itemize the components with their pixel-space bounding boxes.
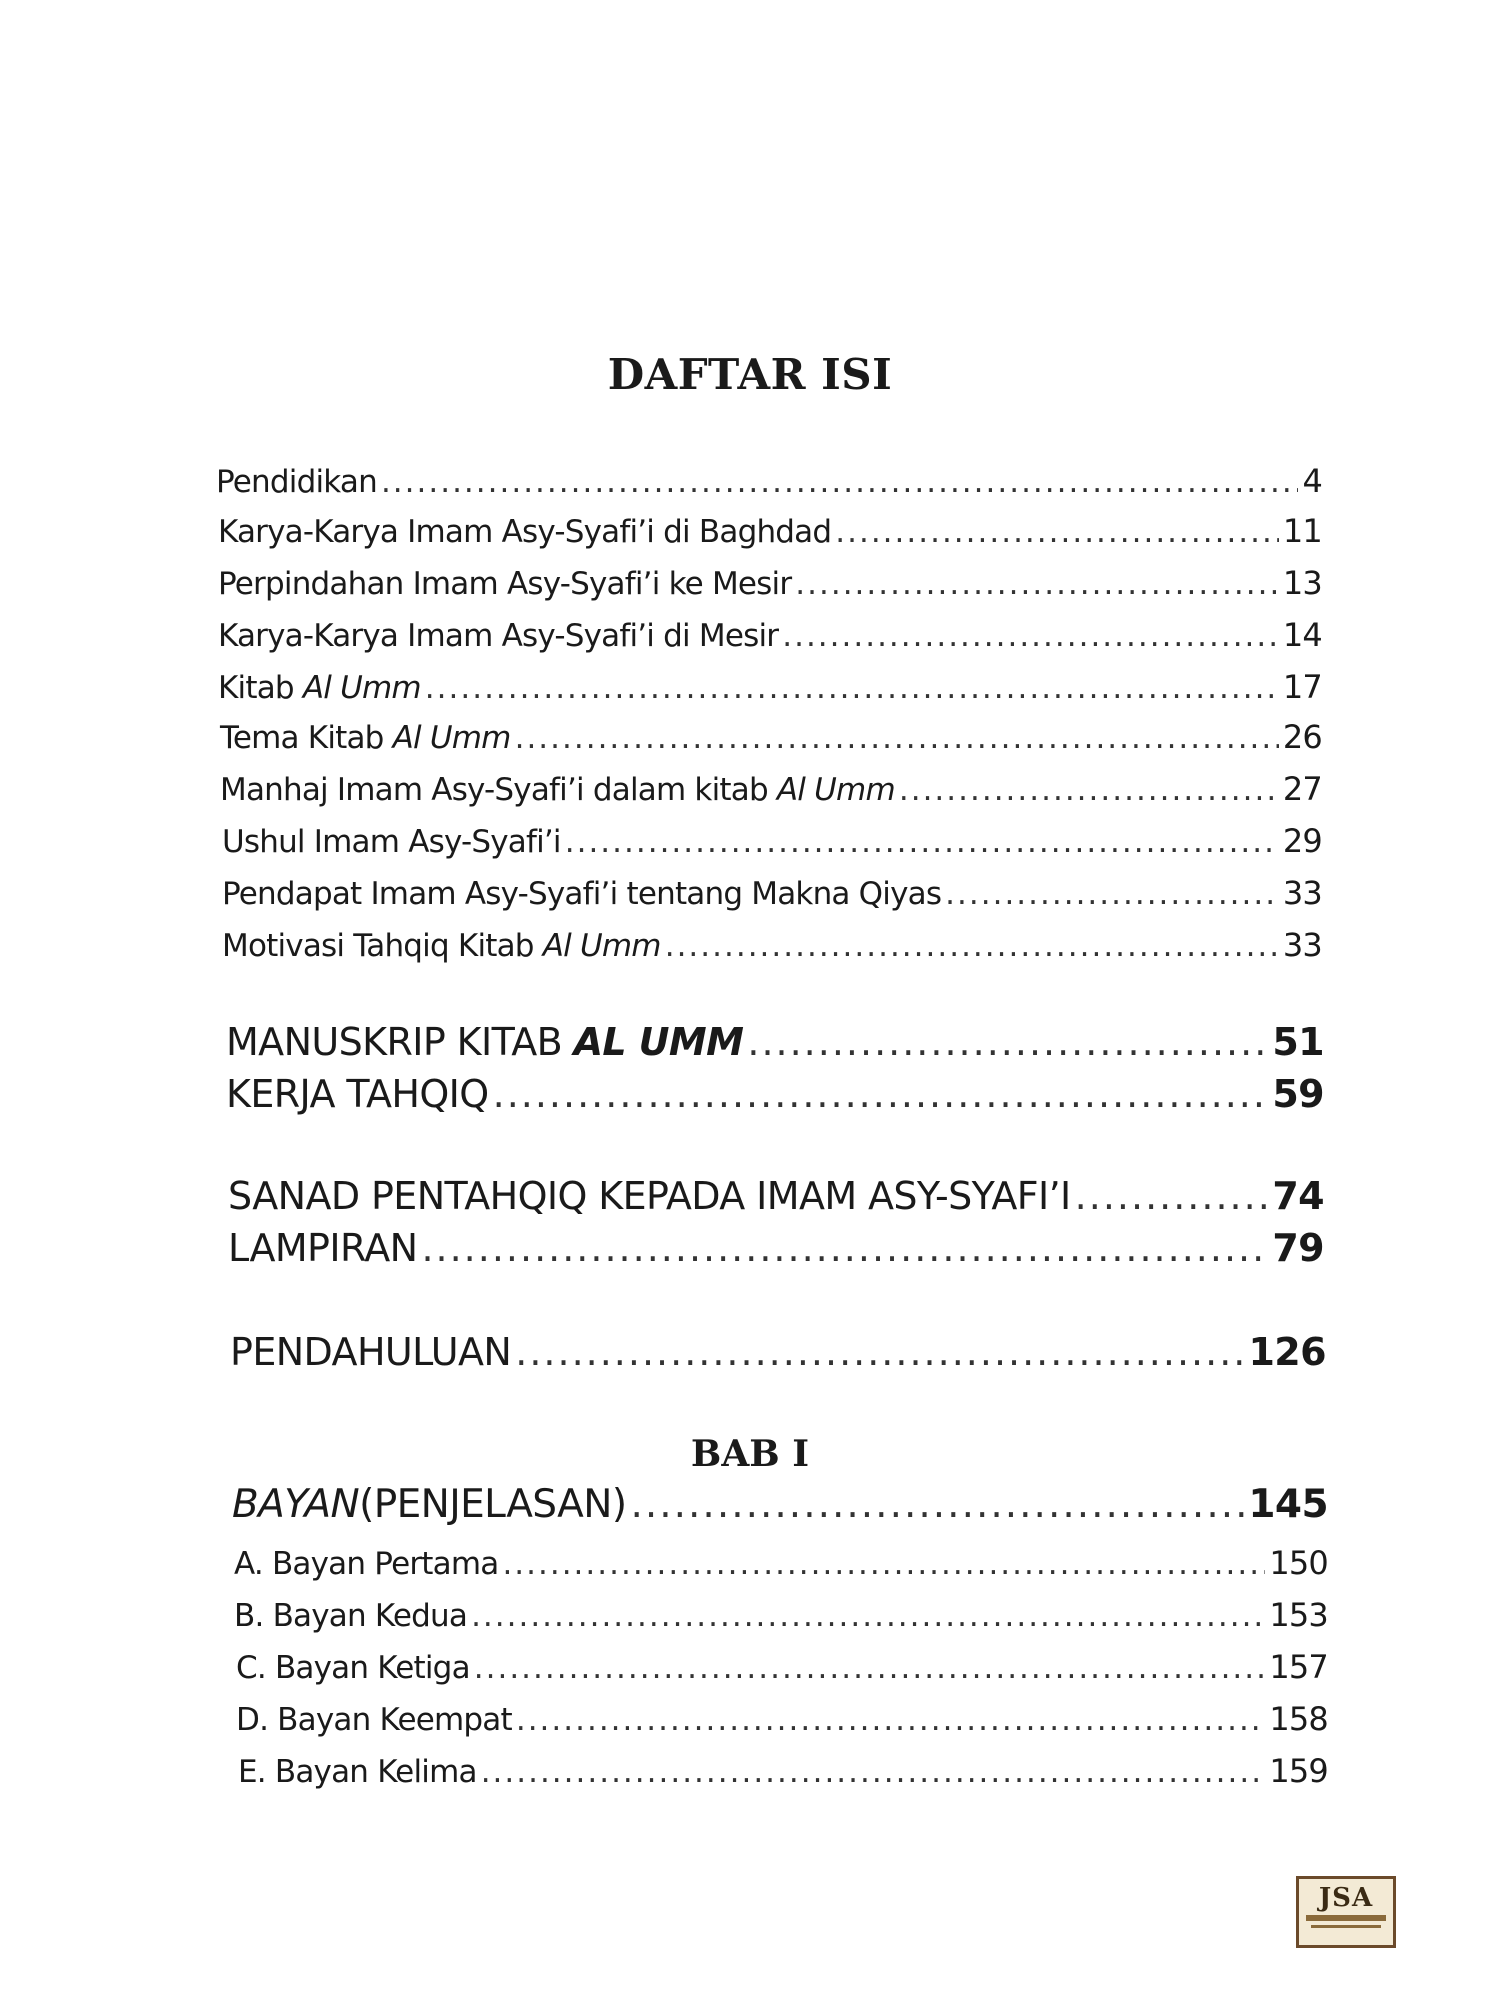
toc-entry-label bbox=[220, 720, 515, 756]
toc-page-number: 33 bbox=[1282, 874, 1322, 912]
label-italic-title: Al Umm bbox=[542, 928, 661, 964]
toc-entry-label: D. Bayan Keempat bbox=[236, 1702, 512, 1738]
dot-leader bbox=[481, 1754, 1266, 1790]
toc-page-number: 150 bbox=[1269, 1544, 1328, 1582]
dot-leader bbox=[835, 514, 1279, 550]
toc-page-number: 79 bbox=[1272, 1226, 1324, 1270]
toc-page-number: 59 bbox=[1272, 1072, 1324, 1116]
toc-entry-label: LAMPIRAN bbox=[228, 1226, 418, 1270]
toc-entry-label bbox=[226, 1020, 747, 1064]
dot-leader bbox=[515, 1330, 1244, 1374]
label-text: Tema Kitab bbox=[220, 720, 393, 756]
toc-entry bbox=[222, 874, 1322, 912]
toc-entry-label bbox=[232, 1482, 630, 1527]
toc-page-number: 33 bbox=[1282, 926, 1322, 964]
page-title: DAFTAR ISI bbox=[607, 350, 893, 399]
toc-page-number: 27 bbox=[1282, 770, 1322, 808]
label-italic-title: BAYAN bbox=[232, 1482, 360, 1527]
dot-leader bbox=[665, 928, 1279, 964]
toc-entry bbox=[236, 1648, 1328, 1686]
toc-page-number: 158 bbox=[1269, 1700, 1328, 1738]
logo-bar bbox=[1306, 1915, 1386, 1921]
toc-entry-label bbox=[222, 928, 665, 964]
dot-leader bbox=[945, 876, 1279, 912]
logo-line bbox=[1311, 1925, 1381, 1928]
toc-chapter-entry bbox=[230, 1330, 1326, 1374]
toc-chapter-entry bbox=[226, 1072, 1324, 1116]
toc-page-number: 126 bbox=[1248, 1330, 1326, 1374]
toc-page-number: 145 bbox=[1248, 1482, 1328, 1527]
dot-leader bbox=[630, 1482, 1244, 1527]
toc-page-number: 17 bbox=[1282, 668, 1322, 706]
toc-entry bbox=[222, 926, 1322, 964]
toc-page-number: 13 bbox=[1282, 564, 1322, 602]
toc-chapter-entry bbox=[228, 1226, 1324, 1270]
dot-leader bbox=[782, 618, 1279, 654]
label-text: (PENJELASAN) bbox=[359, 1482, 627, 1527]
toc-entry bbox=[218, 668, 1322, 706]
toc-page-number: 153 bbox=[1269, 1596, 1328, 1634]
dot-leader bbox=[474, 1650, 1266, 1686]
toc-entry bbox=[234, 1596, 1328, 1634]
toc-chapter-entry bbox=[226, 1020, 1324, 1064]
toc-entry-label: Ushul Imam Asy-Syafi’i bbox=[222, 824, 561, 860]
dot-leader bbox=[493, 1072, 1269, 1116]
toc-entry-label: Karya-Karya Imam Asy-Syafi’i di Mesir bbox=[218, 618, 779, 654]
dot-leader bbox=[425, 670, 1279, 706]
dot-leader bbox=[515, 720, 1279, 756]
toc-entry-label bbox=[220, 772, 899, 808]
toc-entry-label: C. Bayan Ketiga bbox=[236, 1650, 470, 1686]
toc-page-number: 51 bbox=[1272, 1020, 1324, 1064]
toc-entry-label: E. Bayan Kelima bbox=[238, 1754, 477, 1790]
publisher-logo-icon bbox=[1296, 1876, 1396, 1948]
toc-entry-label: PENDAHULUAN bbox=[230, 1330, 512, 1374]
toc-page-number: 4 bbox=[1302, 462, 1322, 500]
toc-entry bbox=[238, 1752, 1328, 1790]
toc-page-number: 29 bbox=[1282, 822, 1322, 860]
dot-leader bbox=[899, 772, 1279, 808]
toc-entry-label: SANAD PENTAHQIQ KEPADA IMAM ASY-SYAFI’I bbox=[228, 1174, 1071, 1218]
toc-entry-label: Pendapat Imam Asy-Syafi’i tentang Makna Qiyas bbox=[222, 876, 942, 912]
toc-entry bbox=[220, 718, 1322, 756]
toc-page-number: 14 bbox=[1282, 616, 1322, 654]
toc-page-number: 159 bbox=[1269, 1752, 1328, 1790]
dot-leader bbox=[516, 1702, 1265, 1738]
label-text: Kitab bbox=[218, 670, 303, 706]
dot-leader bbox=[502, 1546, 1265, 1582]
chapter-title: BAB I bbox=[690, 1433, 810, 1475]
toc-entry bbox=[234, 1544, 1328, 1582]
label-italic-title: Al Umm bbox=[392, 720, 511, 756]
toc-entry-label: Pendidikan bbox=[216, 464, 377, 500]
dot-leader bbox=[1075, 1174, 1269, 1218]
toc-entry bbox=[236, 1700, 1328, 1738]
dot-leader bbox=[565, 824, 1279, 860]
dot-leader bbox=[795, 566, 1279, 602]
label-italic-title: Al Umm bbox=[776, 772, 895, 808]
dot-leader bbox=[471, 1598, 1265, 1634]
toc-entry bbox=[220, 770, 1322, 808]
label-text: MANUSKRIP KITAB bbox=[226, 1020, 574, 1064]
toc-entry bbox=[222, 822, 1322, 860]
toc-page-number: 74 bbox=[1272, 1174, 1324, 1218]
label-italic-title: Al Umm bbox=[302, 670, 421, 706]
dot-leader bbox=[381, 464, 1298, 500]
toc-chapter-entry bbox=[228, 1174, 1324, 1218]
toc-entry bbox=[218, 564, 1322, 602]
toc-entry-label: Karya-Karya Imam Asy-Syafi’i di Baghdad bbox=[218, 514, 832, 550]
toc-entry bbox=[218, 616, 1322, 654]
toc-chapter-entry bbox=[232, 1482, 1328, 1527]
dot-leader bbox=[747, 1020, 1268, 1064]
label-text: Motivasi Tahqiq Kitab bbox=[222, 928, 543, 964]
toc-page-number: 157 bbox=[1269, 1648, 1328, 1686]
toc-entry-label: KERJA TAHQIQ bbox=[226, 1072, 489, 1116]
toc-page-number: 26 bbox=[1282, 718, 1322, 756]
toc-entry-label: Perpindahan Imam Asy-Syafi’i ke Mesir bbox=[218, 566, 792, 602]
toc-entry bbox=[218, 512, 1322, 550]
toc-entry bbox=[216, 462, 1322, 500]
label-text: Manhaj Imam Asy-Syafi’i dalam kitab bbox=[220, 772, 777, 808]
toc-entry-label bbox=[218, 670, 425, 706]
label-italic-title: AL UMM bbox=[573, 1020, 744, 1064]
toc-entry-label: A. Bayan Pertama bbox=[234, 1546, 499, 1582]
toc-entry-label: B. Bayan Kedua bbox=[234, 1598, 468, 1634]
logo-text: JSA bbox=[1318, 1883, 1374, 1913]
dot-leader bbox=[421, 1226, 1268, 1270]
toc-page-number: 11 bbox=[1282, 512, 1322, 550]
